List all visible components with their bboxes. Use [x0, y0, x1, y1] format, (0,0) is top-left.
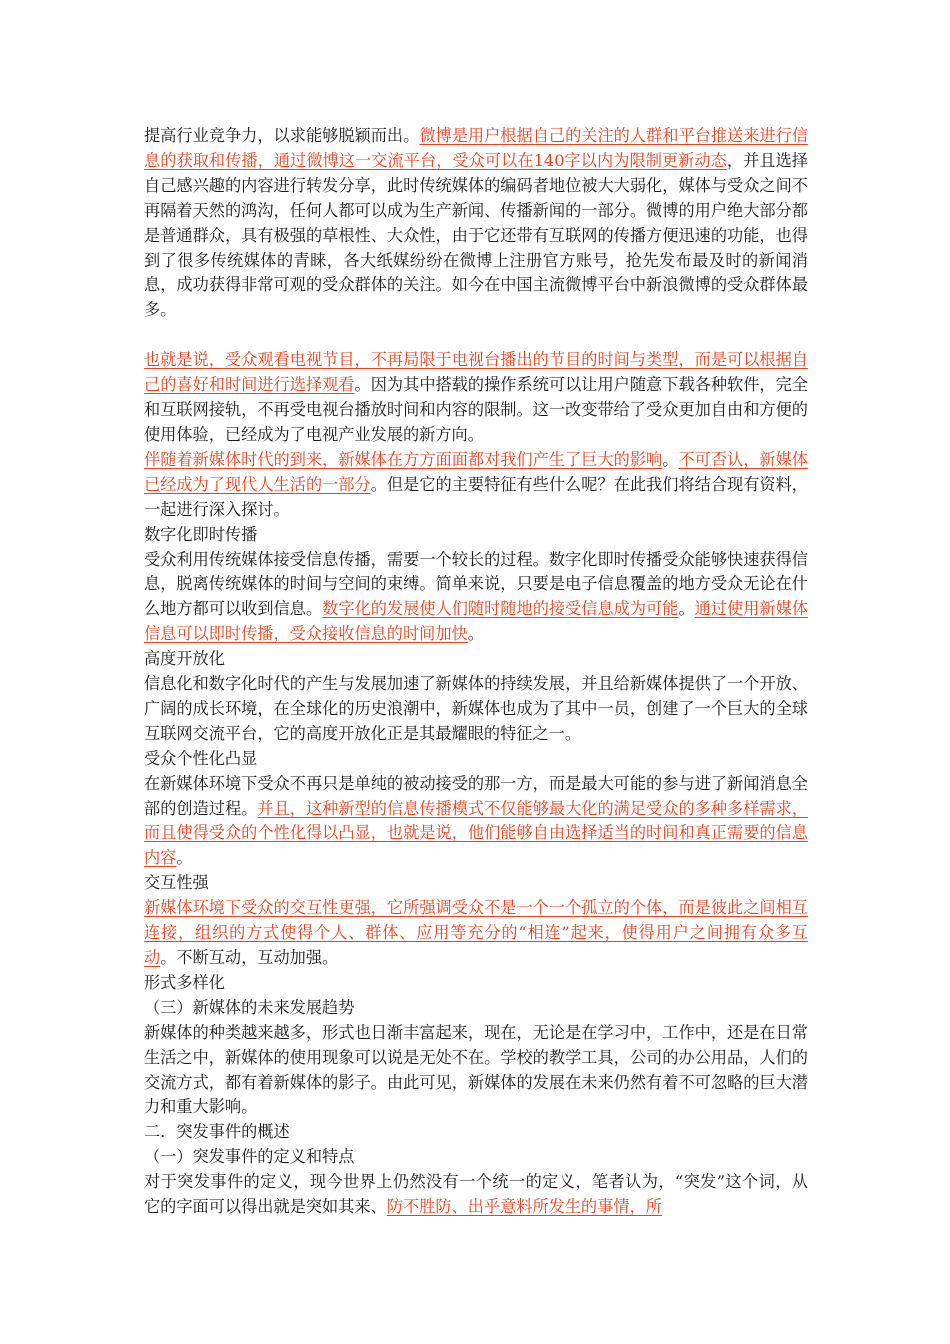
- heading-text: （一）突发事件的定义和特点: [144, 1147, 355, 1167]
- text-run: 。因为其中搭载的操作系统可以让用户随意下载各种软件，完全和互联网接轨，不再受电视台播放时间和内容的限制。这一改变带给了受众更加自由和方便的使用体验，已经成为了电视产业发展的新方向。: [144, 375, 809, 444]
- heading-text: 形式多样化: [144, 972, 225, 992]
- text-run: 新媒体的种类越来越多，形式也日渐丰富起来，现在，无论是在学习中，工作中，还是在日常生活之中，新媒体的使用现象可以说是无处不在。学校的教学工具，公司的办公用品，人们的交流方式，都有着新媒体的影子。由此可见，新媒体的发展在未来仍然有着不可忽略的巨大潜力和重大影响。: [144, 1022, 808, 1117]
- paragraph-gap: [144, 323, 808, 348]
- heading-text: 高度开放化: [144, 649, 225, 669]
- highlighted-text-run: 新媒体环境下受众的交互性更强，它所强调受众不是一个一个孤立的个体，而是彼此之间相互连接，组织的方式使得个人、群体、应用等充分的“相连”起来，使得用户之间拥有众多互动: [144, 898, 808, 967]
- highlighted-text-run: 也就是说，受众观看电视节目，不再局限于电视台播出的节目的时间与类型，而是可以根据自己的喜好和时间进行选择观看: [144, 350, 808, 395]
- text-run: 。: [176, 848, 193, 868]
- paragraph-definition: [144, 1170, 808, 1220]
- highlighted-text-run: 数字化的发展使人们随时随地的接受信息成为可能: [322, 599, 679, 619]
- paragraph-interactive: [144, 896, 808, 971]
- text-run: 。不断互动，互动加强。: [160, 948, 339, 967]
- section-heading-future: [144, 996, 808, 1021]
- section-heading-interactive: [144, 871, 808, 896]
- text-run: 。: [467, 624, 484, 644]
- text-run: 提高行业竞争力，以求能够脱颖而出。: [144, 126, 420, 145]
- paragraph-personalized: [144, 772, 808, 872]
- text-run: 。: [678, 599, 695, 619]
- section-heading-open: [144, 647, 808, 672]
- section-heading-emergency: [144, 1120, 808, 1145]
- paragraph-digital: [144, 548, 808, 648]
- highlighted-text-run: 伴随着新媒体时代的到来，新媒体在方方面面都对我们产生了巨大的影响: [144, 449, 663, 469]
- heading-text: （三）新媒体的未来发展趋势: [144, 997, 355, 1017]
- paragraph-open: [144, 672, 808, 747]
- section-heading-digital: [144, 523, 808, 548]
- highlighted-text-run: 微博是用户根据自己的关注的人群和平台推送来进行信息的获取和传播，通过微博这一交流平台，受众可以在140字以内为限制更新动态: [144, 126, 809, 170]
- section-heading-definition: [144, 1145, 808, 1170]
- text-run: 。但是它的主要特征有些什么呢？在此我们将结合现有资料，一起进行深入探讨。: [144, 474, 808, 519]
- highlighted-text-run: 防不胜防、出乎意料所发生的事情，所: [386, 1197, 662, 1217]
- heading-text: 数字化即时传播: [144, 524, 258, 544]
- text-run: 信息化和数字化时代的产生与发展加速了新媒体的持续发展，并且给新媒体提供了一个开放、广阔的成长环境，在全球化的历史浪潮中，新媒体也成为了其中一员，创建了一个巨大的全球互联网交流平台，它的高度开放化正是其最耀眼的特征之一。: [144, 674, 808, 743]
- paragraph-future: [144, 1021, 808, 1121]
- heading-text: 二．突发事件的概述: [144, 1122, 290, 1142]
- text-run: ，并且选择自己感兴趣的内容进行转发分享，此时传统媒体的编码者地位被大大弱化，媒体与受众之间不再隔着天然的鸿沟，任何人都可以成为生产新闻、传播新闻的一部分。微博的用户绝大部分都是普通群众，具有极强的草根性、大众性，由于它还带有互联网的传播方便迅速的功能，也得到了很多传统媒体的青睐，各大纸媒纷纷在微博上注册官方账号，抢先发布最及时的新闻消息，成功获得非常可观的受众群体的关注。如今在中国主流微博平台中新浪微博的受众群体最多。: [144, 150, 808, 320]
- section-heading-diverse: [144, 971, 808, 996]
- section-heading-personalized: [144, 747, 808, 772]
- highlighted-text-run: 通过使用新媒体信息可以即时传播，受众接收信息的时间加快: [144, 599, 809, 644]
- paragraph-weibo: [144, 124, 808, 323]
- highlighted-text-run: 不可否认，新媒体已经成为了现代人生活的一部分: [144, 449, 809, 494]
- highlighted-text-run: 并且，这种新型的信息传播模式不仅能够最大化的满足受众的多种多样需求，而且使得受众的个性化得以凸显，也就是说，他们能够自由选择适当的时间和真正需要的信息内容: [144, 798, 809, 868]
- text-run: 在新媒体环境下受众不再只是单纯的被动接受的那一方，而是最大可能的参与进了新闻消息全部的创造过程。: [144, 773, 808, 818]
- heading-text: 受众个性化凸显: [144, 748, 258, 768]
- paragraph-new-media-intro: [144, 448, 808, 523]
- text-run: 。: [662, 449, 679, 469]
- paragraph-tv: [144, 348, 808, 448]
- text-run: 受众利用传统媒体接受信息传播，需要一个较长的过程。数字化即时传播受众能够快速获得信息，脱离传统媒体的时间与空间的束缚。简单来说，只要是电子信息覆盖的地方受众无论在什么地方都可以收到信息。: [144, 549, 808, 619]
- document-page: [144, 124, 808, 1220]
- text-run: 对于突发事件的定义，现今世界上仍然没有一个统一的定义，笔者认为，“突发”这个词，从它的字面可以得出就是突如其来、: [144, 1172, 808, 1217]
- heading-text: 交互性强: [144, 873, 209, 893]
